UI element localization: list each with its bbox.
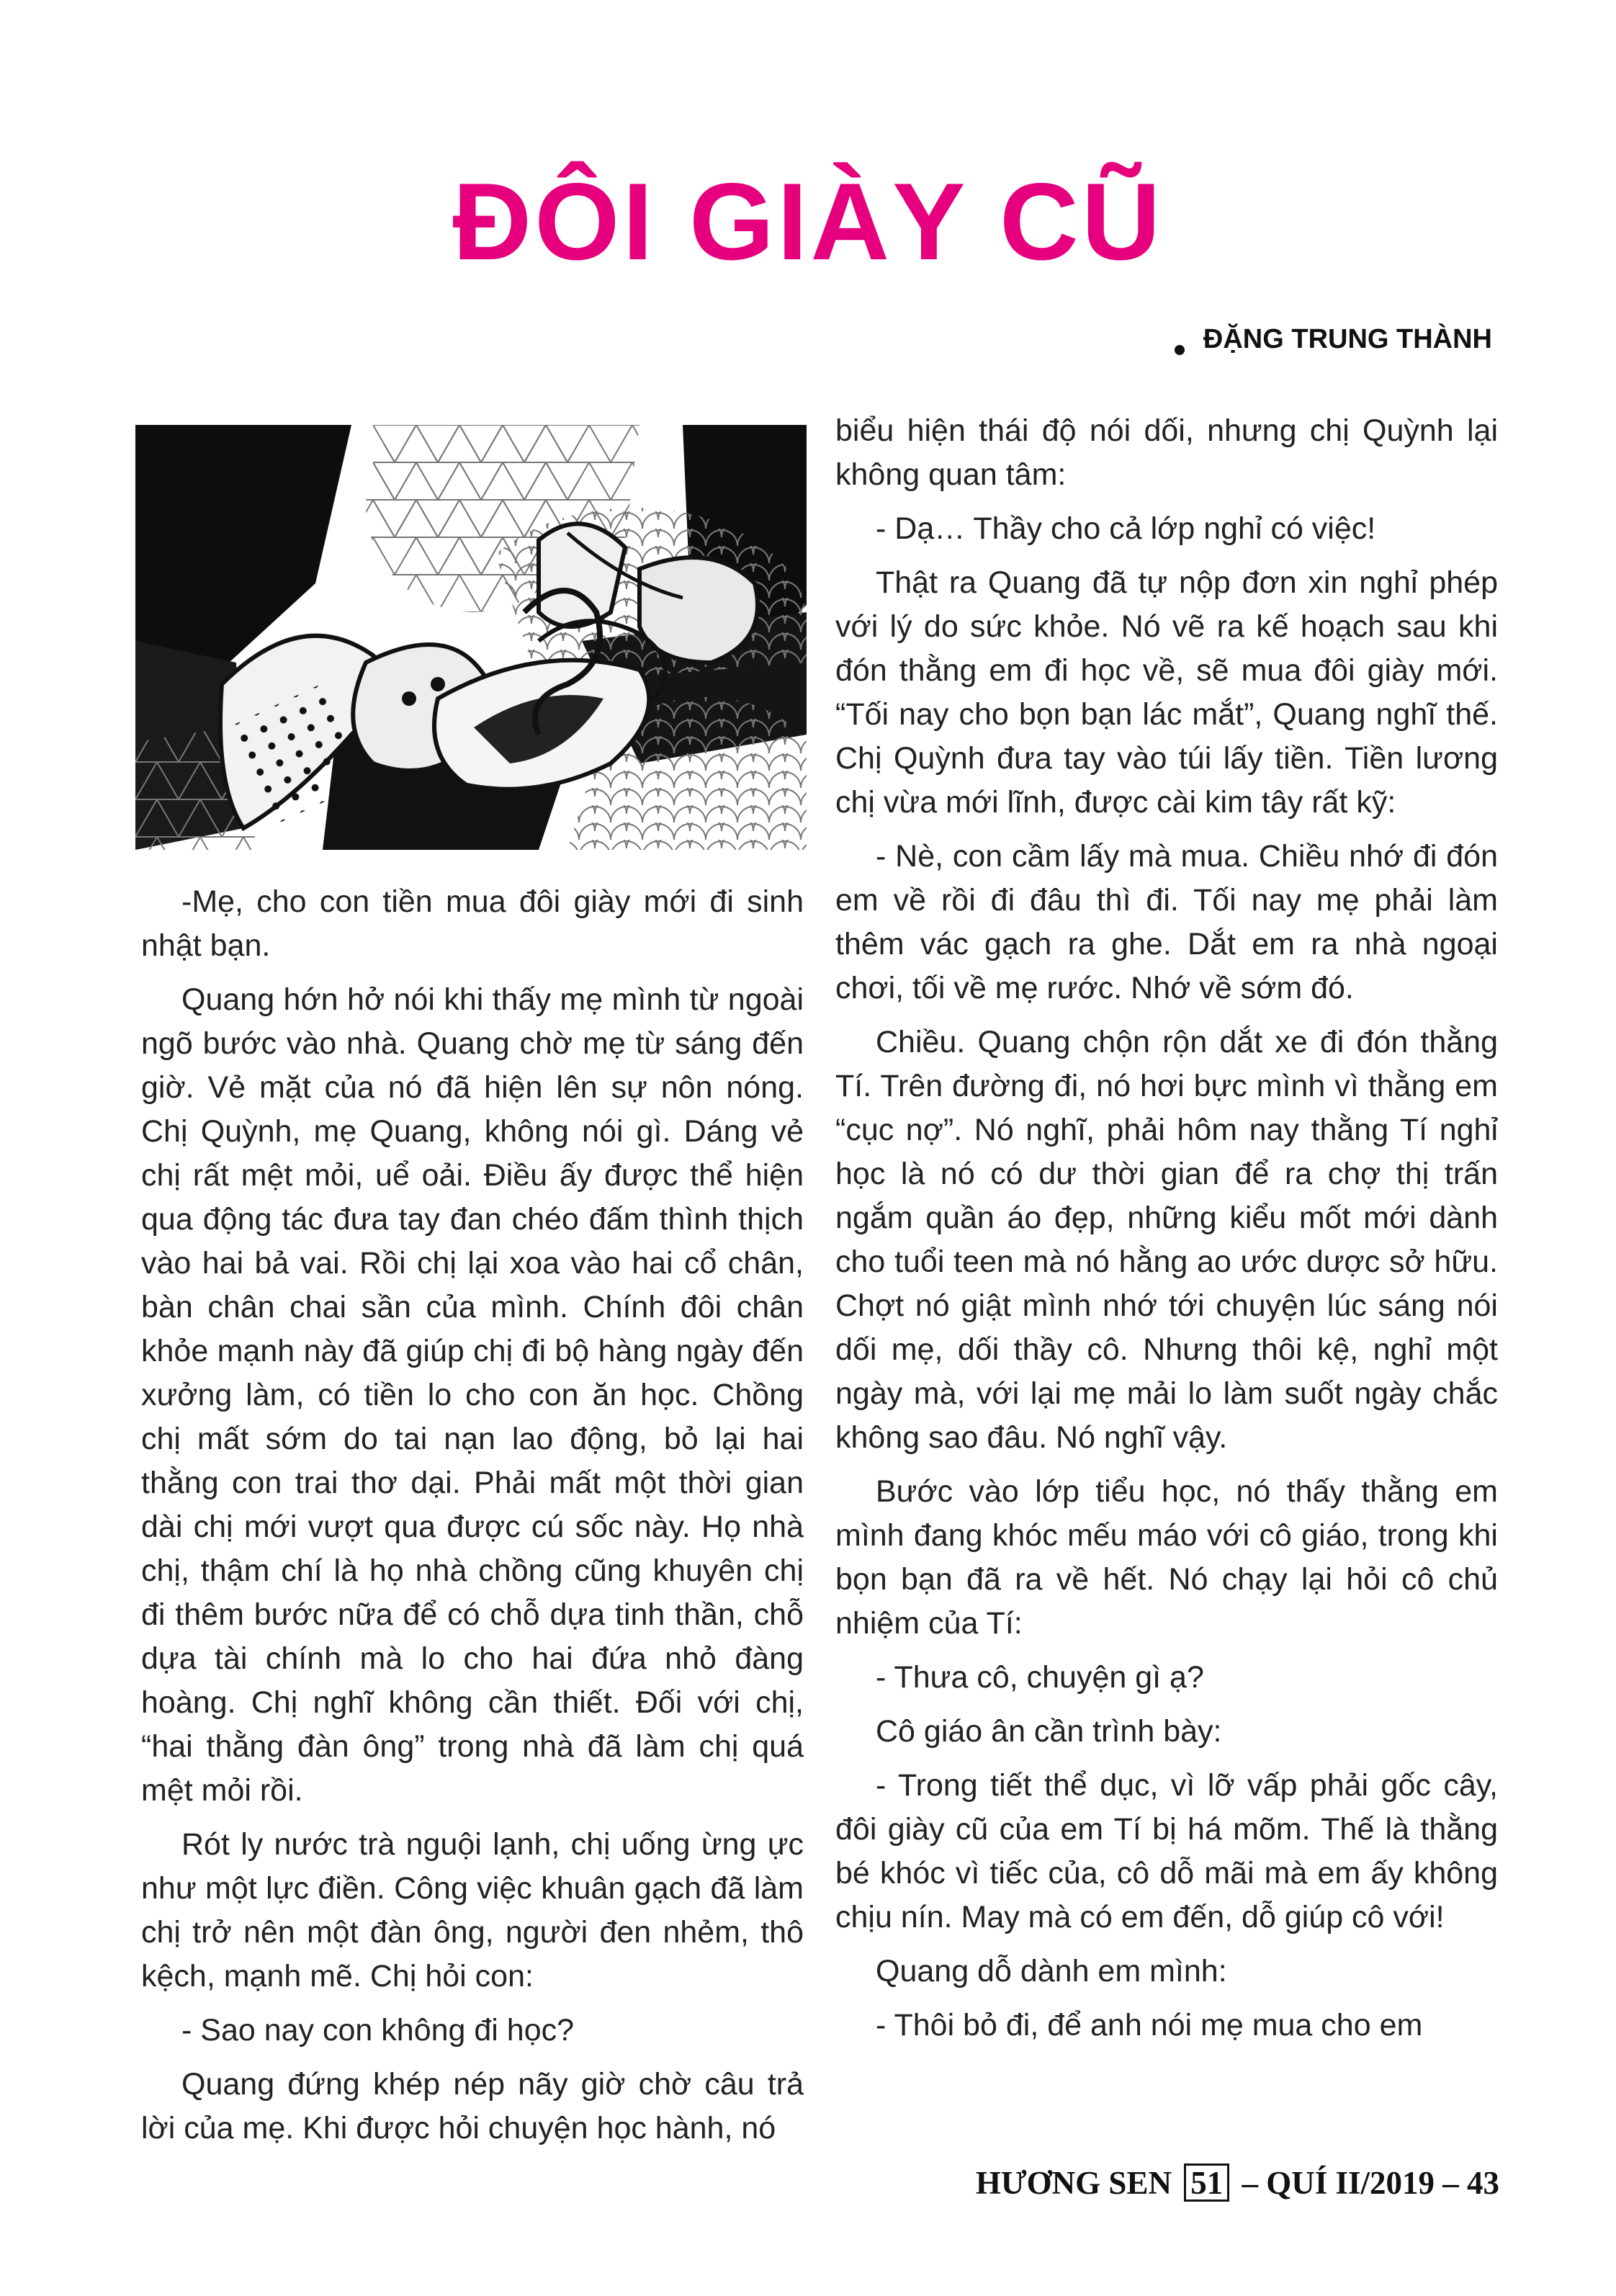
paragraph: Chiều. Quang chộn rộn dắt xe đi đón thằng Tí. Trên đường đi, nó hơi bực mình vì thằng em “cục nợ”. Nó nghĩ, phải hôm nay thằng Tí nghỉ học là nó có dư thời gian để ra chợ thị trấn ngắm quần áo đẹp, những kiểu mốt mới dành cho tuổi teen mà nó hằng ao ước dược sở hữu. Chợt nó giật mình nhớ tới chuyện lúc sáng nói dối mẹ, dối thầy cô. Nhưng thôi kệ, nghỉ một ngày mà, với lại mẹ mải lo làm suốt ngày chắc không sao đâu. Nó nghĩ vậy. — [835, 1025, 1498, 1455]
paragraph: Quang hớn hở nói khi thấy mẹ mình từ ngoài ngõ bước vào nhà. Quang chờ mẹ từ sáng đến giờ. Vẻ mặt của nó đã hiện lên sự nôn nóng. Chị Quỳnh, mẹ Quang, không nói gì. Dáng vẻ chị rất mệt mỏi, uể oải. Điều ấy được thể hiện qua động tác đưa tay đan chéo đấm thình thịch vào hai bả vai. Rồi chị lại xoa vào hai cổ chân, bàn chân chai sần của mình. Chính đôi chân khỏe mạnh này đã giúp chị đi bộ hàng ngày đến xưởng làm, có tiền lo cho con ăn học. Chồng chị mất sớm do tai nạn lao động, bỏ lại hai thằng con trai thơ dại. Phải mất một thời gian dài chị mới vượt qua được cú sốc này. Họ nhà chị, thậm chí là họ nhà chồng cũng khuyên chị đi thêm bước nữa để có chỗ dựa tinh thần, chỗ dựa tài chính mà lo cho hai đứa nhỏ đàng hoàng. Chị nghĩ không cần thiết. Đối với chị, “hai thằng đàn ông” trong nhà đã làm chị quá mệt mỏi rồi. — [141, 982, 804, 1808]
paragraph: - Thưa cô, chuyện gì ạ? — [876, 1660, 1204, 1695]
right-text-column — [835, 409, 1498, 2058]
paragraph: - Sao nay con không đi học? — [181, 2013, 575, 2048]
paragraph: biểu hiện thái độ nói dối, nhưng chị Quỳnh lại không quan tâm: — [835, 413, 1498, 492]
page-footer — [976, 2163, 1499, 2202]
issue-number: 51 — [1184, 2163, 1229, 2202]
bullet-icon — [1175, 345, 1185, 355]
page-number: 43 — [1467, 2165, 1499, 2201]
paragraph: - Nè, con cầm lấy mà mua. Chiều nhớ đi đón em về rồi đi đâu thì đi. Tối nay mẹ phải làm thêm vác gạch ra ghe. Dắt em ra nhà ngoại chơi, tối về mẹ rước. Nhớ về sớm đó. — [835, 839, 1498, 1005]
left-text-column — [141, 880, 804, 2161]
magazine-name: HƯƠNG SEN — [975, 2165, 1172, 2201]
paragraph: Rót ly nước trà nguội lạnh, chị uống ừng ực như một lực điền. Công việc khuân gạch đã làm chị trở nên một đàn ông, người đen nhẻm, thô kệch, mạnh mẽ. Chị hỏi con: — [141, 1827, 804, 1994]
paragraph: -Mẹ, cho con tiền mua đôi giày mới đi sinh nhật bạn. — [141, 884, 804, 963]
paragraph: Cô giáo ân cần trình bày: — [876, 1714, 1222, 1749]
paragraph: Quang đứng khép nép nãy giờ chờ câu trả lời của mẹ. Khi được hỏi chuyện học hành, nó — [141, 2067, 804, 2145]
issue-quarter: – QUÍ II/2019 – — [1242, 2165, 1459, 2201]
author-name: ĐẶNG TRUNG THÀNH — [1203, 324, 1492, 354]
article-title: ĐÔI GIÀY CŨ — [452, 161, 1164, 283]
paragraph: Thật ra Quang đã tự nộp đơn xin nghỉ phép với lý do sức khỏe. Nó vẽ ra kế hoạch sau khi đón thằng em đi học về, sẽ mua đôi giày mới. “Tối nay cho bọn bạn lác mắt”, Quang nghĩ thế. Chị Quỳnh đưa tay vào túi lấy tiền. Tiền lương chị vừa mới lĩnh, được cài kim tây rất kỹ: — [835, 565, 1498, 820]
paragraph: Bước vào lớp tiểu học, nó thấy thằng em mình đang khóc mếu máo với cô giáo, trong khi bọn bạn đã ra về hết. Nó chạy lại hỏi cô chủ nhiệm của Tí: — [835, 1474, 1498, 1641]
paragraph: - Thôi bỏ đi, để anh nói mẹ mua cho em — [876, 2008, 1423, 2042]
shoes-illustration — [135, 425, 807, 850]
paragraph: - Dạ… Thầy cho cả lớp nghỉ có việc! — [876, 511, 1376, 546]
paragraph: - Trong tiết thể dục, vì lỡ vấp phải gốc cây, đôi giày cũ của em Tí bị há mõm. Thế là thằng bé khóc vì tiếc của, cô dỗ mãi mà em ấy không chịu nín. May mà có em đến, dỗ giúp cô với! — [835, 1768, 1498, 1934]
article-author — [1175, 326, 1492, 355]
paragraph: Quang dỗ dành em mình: — [876, 1954, 1227, 1988]
